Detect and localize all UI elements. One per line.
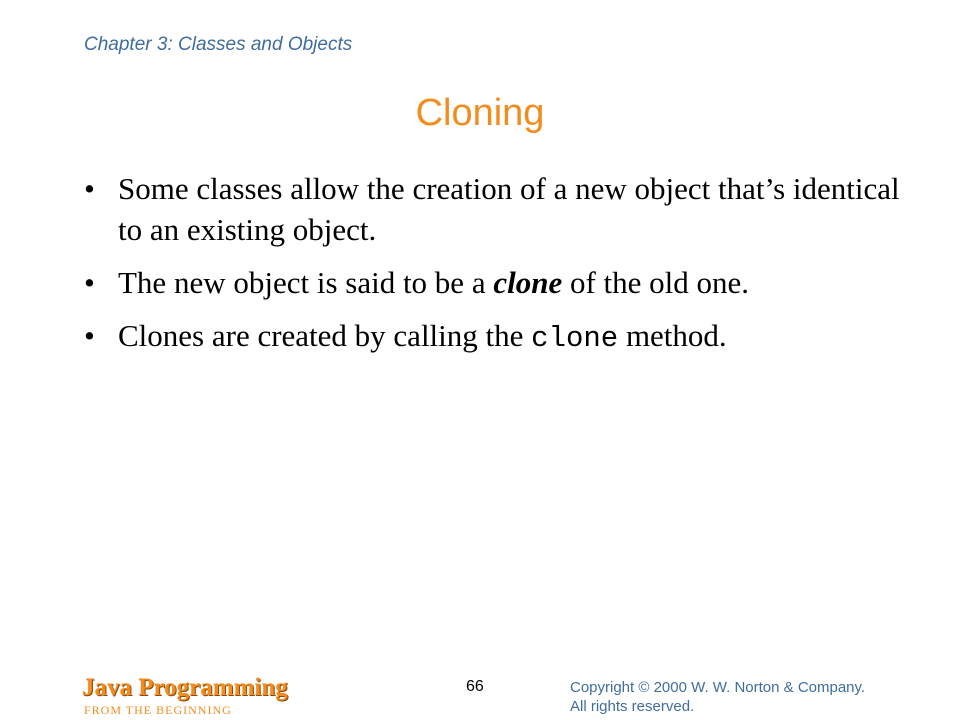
chapter-header: Chapter 3: Classes and Objects [84, 34, 353, 55]
copyright-line-2: All rights reserved. [570, 698, 695, 715]
slide-title: Cloning [415, 92, 545, 134]
bullet-icon: • [84, 171, 95, 206]
bullet-text: Some classes allow the creation of a new object that’s identical to an existing object. [118, 171, 900, 247]
bullet-emphasis: clone [493, 265, 563, 300]
bullet-text-after: method. [618, 318, 727, 353]
page-number: 66 [466, 678, 484, 695]
bullet-text-after: of the old one. [562, 265, 750, 300]
logo-subtitle: FROM THE BEGINNING [84, 703, 232, 717]
logo-title: Java Programming [82, 674, 288, 701]
footer-logo [82, 674, 322, 718]
bullet-item-2 [84, 262, 914, 303]
bullet-code: clone [531, 322, 619, 355]
copyright-line-1: Copyright © 2000 W. W. Norton & Company. [570, 679, 866, 696]
bullet-item-1 [84, 168, 914, 250]
bullet-text-before: Clones are created by calling the [118, 318, 532, 353]
bullet-item-3 [84, 315, 914, 359]
bullet-text-before: The new object is said to be a [118, 265, 494, 300]
bullet-list [84, 168, 914, 371]
bullet-icon: • [84, 265, 95, 300]
bullet-icon: • [84, 318, 95, 353]
copyright-notice [570, 678, 900, 716]
